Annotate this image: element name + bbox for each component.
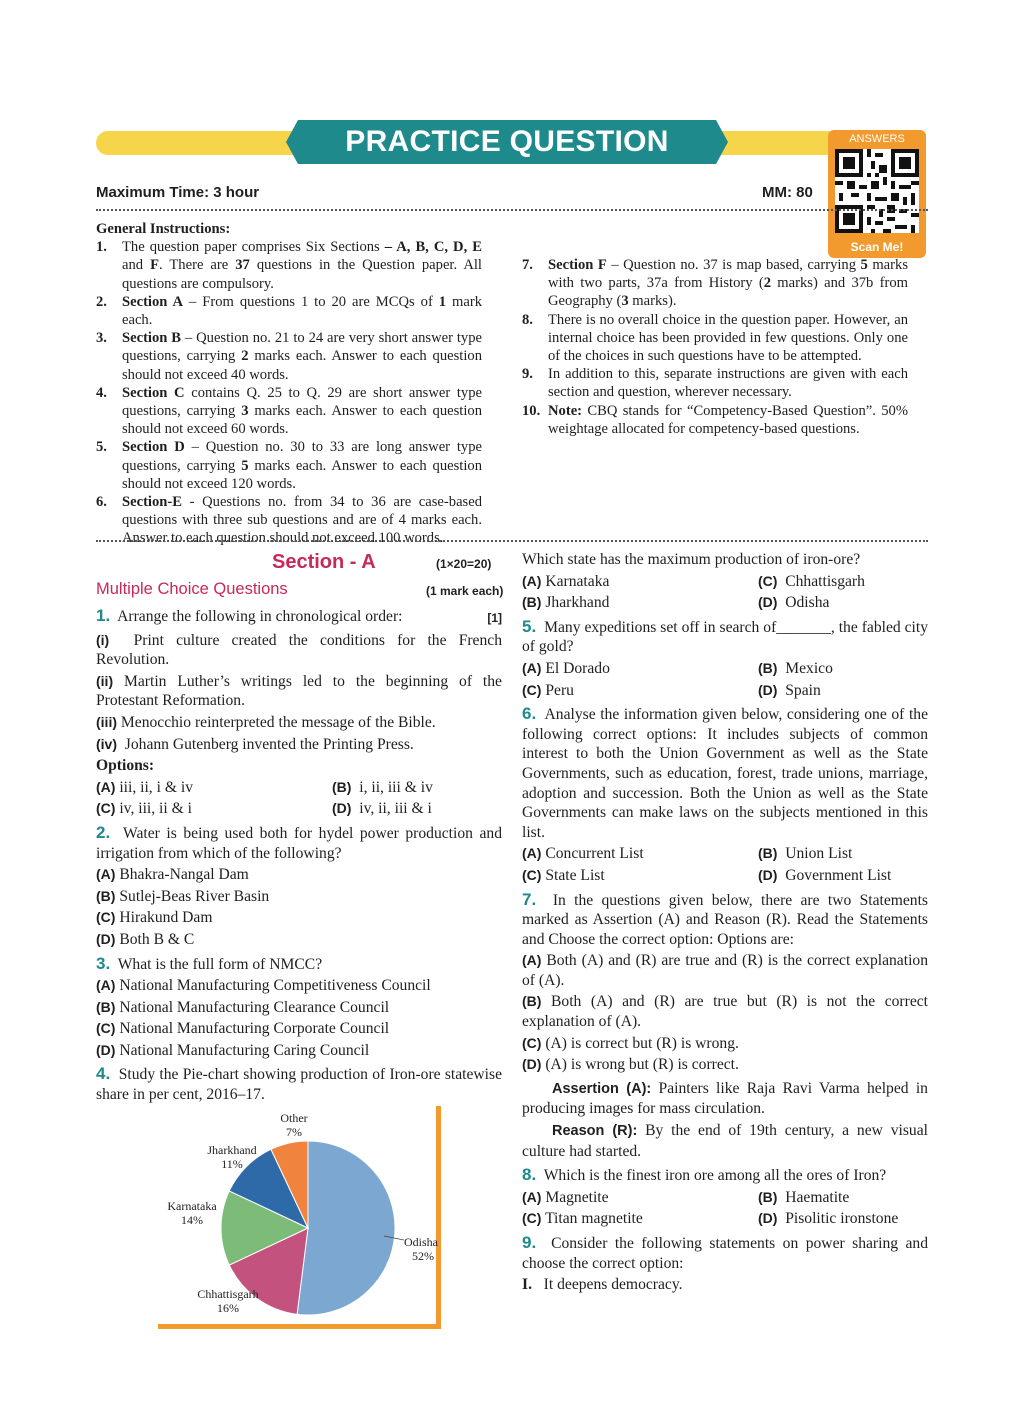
- q9-statement-1: I. It deepens democracy.: [522, 1276, 683, 1294]
- qr-code-icon[interactable]: [835, 149, 919, 233]
- q2-option-a[interactable]: (A) Bhakra-Nangal Dam: [96, 866, 249, 884]
- q3-option-d[interactable]: (D) National Manufacturing Caring Council: [96, 1041, 370, 1059]
- q7-option-b[interactable]: (B) Both (A) and (R) are true but (R) is not the correct explanation of (A).: [522, 993, 928, 1031]
- question-5: 5. Many expeditions set off in search of_______, the fabled city of gold?: [522, 616, 929, 656]
- pie-value-karnataka: 14%: [181, 1213, 203, 1227]
- question-6: 6. Analyse the information given below, considering one of the following correct options: It includes subjects of common interest to both the Union Government as well as the State Governments, such as education, forest, trade unions, marriage, adoption and succession. Both the Union as well as the State Governments can make laws on the subjects mentioned in this list.: [522, 704, 929, 841]
- q2-option-d[interactable]: (D) Both B & C: [96, 930, 195, 948]
- q1-statement-ii: (ii) Martin Luther’s writings led to the beginning of the Protestant Reformation.: [96, 672, 502, 710]
- q8-option-c[interactable]: (C) Titan magnetite: [522, 1210, 643, 1228]
- q4-question: Which state has the maximum production of iron-ore?: [522, 551, 861, 568]
- q1-option-a[interactable]: (A) iii, ii, i & iv: [96, 778, 193, 796]
- answers-qr-panel[interactable]: [828, 130, 926, 258]
- instruction-2: 2. Section A – From questions 1 to 20 are MCQs of 1 mark each.: [96, 293, 483, 329]
- instructions-left: [96, 220, 482, 548]
- q3-option-c[interactable]: (C) National Manufacturing Corporate Council: [96, 1020, 390, 1038]
- right-question-column: [522, 550, 928, 1295]
- pie-value-other: 7%: [286, 1125, 302, 1139]
- q1-option-c[interactable]: (C) iv, iii, ii & i: [96, 800, 192, 818]
- section-each-mark: (1 mark each): [426, 584, 504, 598]
- question-1: 1. Arrange the following in chronological order: [1]: [96, 606, 502, 625]
- q5-option-a[interactable]: (A) El Dorado: [522, 659, 610, 677]
- instruction-7: 7. Section F – Question no. 37 is map based, carrying 5 marks with two parts, 37a from History (2 marks) and 37b from Geography (3 marks).: [522, 257, 909, 310]
- q4-option-a[interactable]: (A) Karnataka: [522, 572, 610, 590]
- q4-option-b[interactable]: (B) Jharkhand: [522, 594, 610, 612]
- q6-option-b[interactable]: (B) Union List: [758, 845, 853, 863]
- q6-option-c[interactable]: (C) State List: [522, 866, 605, 884]
- page-title: PRACTICE QUESTION PAPER 2: [298, 120, 716, 164]
- q8-option-b[interactable]: (B) Haematite: [758, 1188, 850, 1206]
- instruction-1: 1. The question paper comprises Six Sections – A, B, C, D, E and F. There are 37 questions in the Question paper. All questions are compulsory.: [96, 239, 482, 292]
- left-question-column: [96, 606, 502, 1105]
- q1-statement-iii: (iii) Menocchio reinterpreted the message of the Bible.: [96, 713, 436, 731]
- instruction-10: 10. Note: CBQ stands for “Competency-Based Question”. 50% weightage allocated for competency-based questions.: [522, 402, 908, 437]
- pie-value-odisha: 52%: [412, 1249, 434, 1263]
- pie-label-odisha: Odisha: [404, 1235, 438, 1249]
- question-9: 9. Consider the following statements on power sharing and choose the correct option:: [522, 1233, 928, 1272]
- q6-option-a[interactable]: (A) Concurrent List: [522, 845, 644, 863]
- pie-value-jharkhand: 11%: [221, 1157, 243, 1171]
- q1-options-label: Options:: [96, 757, 155, 775]
- question-2: 2. Water is being used both for hydel power production and irrigation from which of the following?: [96, 822, 503, 862]
- section-title: Section - A: [272, 551, 376, 573]
- q1-statement-iv: (iv) Johann Gutenberg invented the Printing Press.: [96, 735, 414, 753]
- q5-option-d[interactable]: (D) Spain: [758, 681, 821, 699]
- q7-option-a[interactable]: (A) Both (A) and (R) are true and (R) is the correct explanation of (A).: [522, 952, 928, 989]
- pie-label-other: Other: [280, 1111, 308, 1125]
- section-marks: (1×20=20): [436, 557, 492, 571]
- divider-middle: [96, 540, 928, 542]
- q5-option-b[interactable]: (B) Mexico: [758, 659, 833, 677]
- q2-option-c[interactable]: (C) Hirakund Dam: [96, 909, 213, 927]
- instruction-3: 3. Section B – Question no. 21 to 24 are very short answer type questions, carrying 2 marks each. Answer to each question should not exceed 40 words.: [96, 330, 483, 383]
- max-marks: MM: 80: [762, 184, 813, 201]
- q3-option-a[interactable]: (A) National Manufacturing Competitiveness Council: [96, 977, 431, 995]
- q7-reason: Reason (R): By the end of 19th century, a new visual culture had started.: [522, 1122, 928, 1160]
- instruction-8: 8. There is no overall choice in the question paper. However, an internal choice has been provided in few questions. Only one of the choices in such questions have to be attempted.: [522, 311, 908, 365]
- instruction-6: 6. Section-E - Questions no. from 34 to 36 are case-based questions with three sub questions and are of 4 marks each. Answer to each question should not exceed 100 words.: [96, 494, 482, 547]
- instruction-5: 5. Section D – Question no. 30 to 33 are long answer type questions, carrying 5 marks each. Answer to each question should not exceed 120 words.: [96, 439, 482, 492]
- q7-option-c[interactable]: (C) (A) is correct but (R) is wrong.: [522, 1034, 739, 1052]
- instruction-4: 4. Section C contains Q. 25 to Q. 29 are short answer type questions, carrying 3 marks each. Answer to each question should not exceed 60 words.: [96, 384, 482, 438]
- pie-label-jharkhand: Jharkhand: [207, 1143, 257, 1157]
- pie-slice-odisha: [297, 1141, 395, 1315]
- q4-option-c[interactable]: (C) Chhattisgarh: [758, 572, 865, 590]
- q1-option-b[interactable]: (B) i, ii, iii & iv: [332, 778, 433, 796]
- iron-ore-pie-chart: [158, 1106, 448, 1336]
- q2-option-b[interactable]: (B) Sutlej-Beas River Basin: [96, 887, 270, 905]
- q7-assertion: Assertion (A): Painters like Raja Ravi Varma helped in producing images for mass circulation.: [522, 1079, 928, 1118]
- instructions-heading: General Instructions:: [96, 221, 231, 237]
- q5-option-c[interactable]: (C) Peru: [522, 681, 574, 699]
- divider-top: [96, 209, 928, 211]
- qr-answers-label: ANSWERS: [849, 133, 905, 145]
- section-subtitle: Multiple Choice Questions: [96, 580, 288, 598]
- question-7: 7. In the questions given below, there are two Statements marked as Assertion (A) and Reason (R). Read the Statements and Choose the correct option: Options are:: [522, 889, 928, 948]
- instructions-right: [522, 256, 908, 438]
- q4-option-d[interactable]: (D) Odisha: [758, 594, 830, 612]
- question-8: 8. Which is the finest iron ore among all the ores of Iron?: [522, 1165, 887, 1185]
- pie-label-karnataka: Karnataka: [167, 1199, 217, 1213]
- pie-label-chhattisgarh: Chhattisgarh: [197, 1287, 259, 1301]
- question-3: 3. What is the full form of NMCC?: [96, 953, 323, 973]
- q7-option-d[interactable]: (D) (A) is wrong but (R) is correct.: [522, 1056, 739, 1074]
- instruction-9: 9. In addition to this, separate instructions are given with each section and question, wherever necessary.: [522, 366, 908, 401]
- qr-scan-label: Scan Me!: [850, 240, 904, 254]
- question-4: 4. Study the Pie-chart showing production of Iron-ore statewise share in per cent, 2016–17.: [96, 1064, 502, 1104]
- q8-option-d[interactable]: (D) Pisolitic ironstone: [758, 1210, 899, 1228]
- pie-value-chhattisgarh: 16%: [217, 1301, 239, 1315]
- max-time: Maximum Time: 3 hour: [96, 184, 260, 201]
- q6-option-d[interactable]: (D) Government List: [758, 866, 892, 884]
- q3-option-b[interactable]: (B) National Manufacturing Clearance Council: [96, 998, 390, 1016]
- q1-statement-i: (i) Print culture created the conditions for the French Revolution.: [96, 631, 502, 669]
- q8-option-a[interactable]: (A) Magnetite: [522, 1188, 609, 1206]
- q1-option-d[interactable]: (D) iv, ii, iii & i: [332, 800, 432, 818]
